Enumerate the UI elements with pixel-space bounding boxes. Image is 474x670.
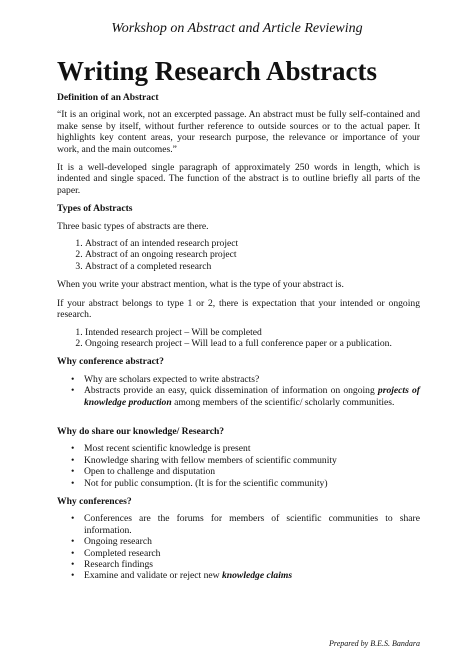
- conferences-list: [57, 513, 420, 581]
- page-footer: Prepared by B.E.S. Bandara: [329, 639, 420, 648]
- types-note: When you write your abstract mention, what is the type of your abstract is.: [57, 279, 344, 291]
- list-item: • Not for public consumption. (It is for the scientific community): [71, 477, 328, 489]
- conferences-heading: Why conferences?: [57, 495, 132, 507]
- definition-quote: “It is an original work, not an excerpted passage. An abstract must be fully self-contained and make sense by itself, without further reference to outside sources or to the actual paper. It highlights key content areas, your research purpose, the relevance or importance of your work, and the main outcomes.”: [57, 109, 420, 155]
- bullet-icon: •: [71, 547, 75, 559]
- bullet-icon: •: [71, 443, 75, 455]
- bullet-icon: •: [71, 385, 75, 397]
- list-item: • Examine and validate or reject new knowledge claims: [71, 570, 293, 582]
- list-item: • Conferences are the forums for members of scientific communities to share information.: [71, 513, 420, 536]
- bullet-icon: •: [71, 373, 75, 385]
- list-item: • Abstracts provide an easy, quick dissemination of information on ongoing projects of knowledge production among members of the scientific/ scholarly communities.: [71, 385, 420, 408]
- list-item: • Knowledge sharing with fellow members of scientific community: [71, 454, 337, 466]
- bullet-icon: •: [71, 570, 75, 582]
- share-knowledge-list: [57, 443, 420, 489]
- bullet-icon: •: [71, 454, 75, 466]
- list-item: 3. Abstract of a completed research: [85, 261, 420, 272]
- list-item: • Ongoing research: [71, 536, 152, 548]
- share-knowledge-heading: Why do share our knowledge/ Research?: [57, 425, 225, 437]
- expectation-list: [57, 327, 420, 350]
- conference-abstract-heading: Why conference abstract?: [57, 356, 164, 368]
- list-item: • Research findings: [71, 559, 154, 570]
- list-item: • Most recent scientific knowledge is present: [71, 443, 251, 455]
- page-title: Writing Research Abstracts: [57, 56, 377, 86]
- types-heading: Types of Abstracts: [57, 203, 133, 215]
- definition-heading: Definition of an Abstract: [57, 92, 159, 103]
- list-item: 1. Abstract of an intended research project: [85, 238, 420, 249]
- bullet-icon: •: [71, 477, 75, 489]
- types-intro: Three basic types of abstracts are there.: [57, 220, 209, 232]
- conference-abstract-list: [57, 374, 420, 408]
- types-list: [57, 238, 420, 272]
- list-item: 1. Intended research project – Will be completed: [85, 327, 420, 338]
- bullet-icon: •: [71, 536, 75, 548]
- list-item: • Completed research: [71, 547, 161, 559]
- document-body: [57, 92, 420, 582]
- running-header: Workshop on Abstract and Article Reviewing: [111, 21, 363, 36]
- bullet-icon: •: [71, 513, 75, 525]
- types-expectation: If your abstract belongs to type 1 or 2, there is expectation that your intended or ongoing research.: [57, 297, 420, 321]
- list-item: • Open to challenge and disputation: [71, 466, 216, 478]
- list-item: • Why are scholars expected to write abstracts?: [71, 373, 260, 385]
- list-item: 2. Abstract of an ongoing research project: [85, 249, 420, 260]
- bullet-icon: •: [71, 559, 75, 570]
- bullet-icon: •: [71, 466, 75, 478]
- definition-paragraph: It is a well-developed single paragraph of approximately 250 words in length, which is indented and single spaced. The function of the abstract is to outline briefly all parts of the paper.: [57, 162, 420, 196]
- list-item: 2. Ongoing research project – Will lead to a full conference paper or a publication.: [85, 338, 420, 349]
